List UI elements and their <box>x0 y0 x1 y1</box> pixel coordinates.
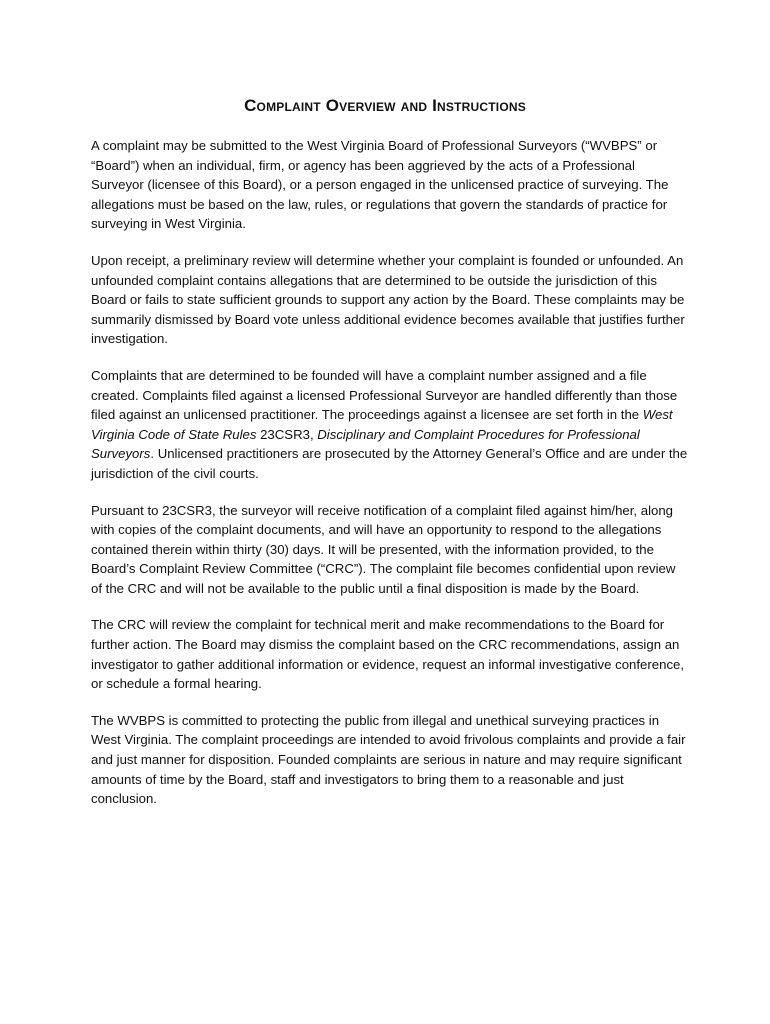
paragraph-commitment: The WVBPS is committed to protecting the public from illegal and unethical surveying practices in West Virginia. The complaint proceedings are intended to avoid frivolous complaints and provide a fair and just manner for disposition. Founded complaints are serious in nature and may require significant amounts of time by the Board, staff and investigators to bring them to a reasonable and just conclusion. <box>91 712 686 807</box>
page-title: Complaint Overview and Instructions <box>244 96 526 115</box>
paragraph-founded-complaints <box>91 366 689 484</box>
paragraph-founded-text-2: 23CSR3, <box>256 426 318 442</box>
document-body <box>91 136 689 826</box>
paragraph-crc-review: The CRC will review the complaint for technical merit and make recommendations to the Board for further action. The Board may dismiss the complaint based on the CRC recommendations, assign an investigator to gather additional information or evidence, request an informal investigative conference, or schedule a formal hearing. <box>91 617 685 692</box>
paragraph-preliminary-review: Upon receipt, a preliminary review will determine whether your complaint is founded or unfounded. An unfounded complaint contains allegations that are determined to be outside the jurisdiction of this Board or fails to state sufficient grounds to support any action by the Board. These complaints may be summarily dismissed by Board vote unless additional evidence becomes available that justifies further investigation. <box>91 252 685 347</box>
disciplinary-procedures-title: Disciplinary and Complaint Procedures for Professional Surveyors <box>91 426 640 462</box>
paragraph-founded-text-3: . Unlicensed practitioners are prosecuted by the Attorney General’s Office and are under the jurisdiction of the civil courts. <box>91 446 688 481</box>
paragraph-founded-text-1: Complaints that are determined to be founded will have a complaint number assigned and a file created. Complaints filed against a licensed Professional Surveyor are handled differently than those filed against an unlicensed practitioner. The proceedings against a licensee are set forth in the <box>91 367 678 423</box>
paragraph-notification: Pursuant to 23CSR3, the surveyor will receive notification of a complaint filed against him/her, along with copies of the complaint documents, and will have an opportunity to respond to the allegations contained therein within thirty (30) days. It will be presented, with the information provided, to the Board’s Complaint Review Committee (“CRC”). The complaint file becomes confidential upon review of the CRC and will not be available to the public until a final disposition is made by the Board. <box>91 502 676 596</box>
paragraph-submission: A complaint may be submitted to the West Virginia Board of Professional Surveyors (“WVBPS” or “Board”) when an individual, firm, or agency has been aggrieved by the acts of a Professional Surveyor (licensee of this Board), or a person engaged in the unlicensed practice of surveying. The allegations must be based on the law, rules, or regulations that govern the standards of practice for surveying in West Virginia. <box>91 138 669 232</box>
code-of-state-rules-title: West Virginia Code of State Rules <box>91 407 673 442</box>
